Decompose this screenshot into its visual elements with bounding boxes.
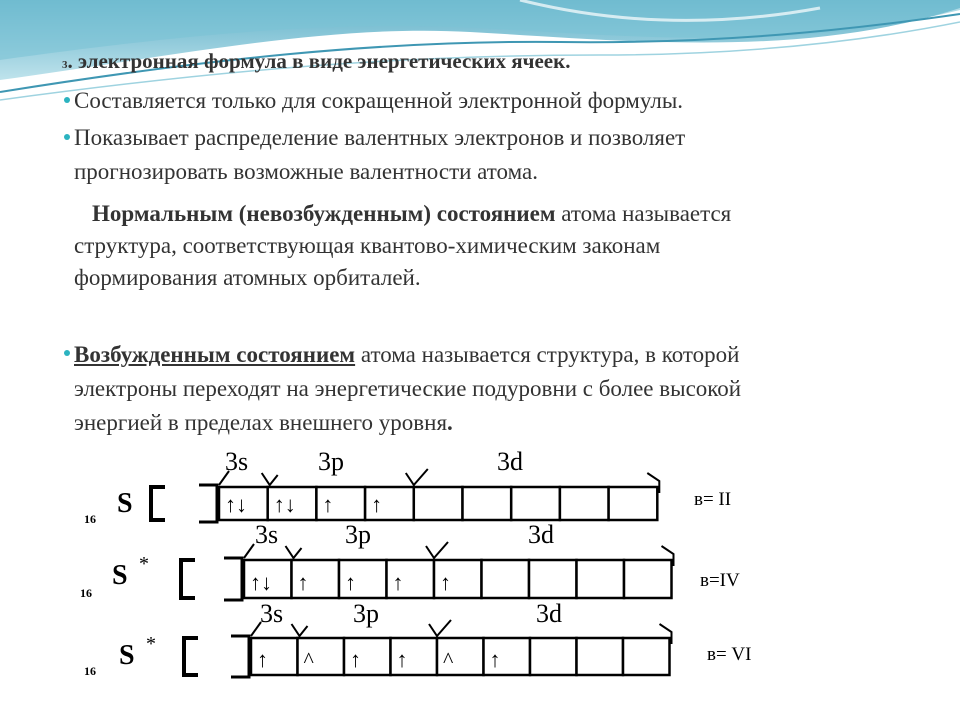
normal-state-paragraph (92, 199, 731, 229)
heading-text: . электронная формула в виде энергетических ячеек. (67, 49, 571, 73)
sublevel-label: 3s (260, 599, 284, 628)
heading (62, 46, 570, 80)
sublevel-label: 3d (536, 599, 562, 628)
excited-star: * (139, 553, 149, 575)
sublevel-tick (406, 469, 428, 485)
bullet-valence-distribution-cont: прогнозировать возможные валентности атома. (74, 159, 538, 184)
electron-arrows: ↑ (396, 647, 408, 672)
normal-state-line3: формирования атомных орбиталей. (74, 265, 421, 290)
sublevel-label: 3p (353, 599, 379, 628)
orbital-cell (577, 560, 625, 598)
orbital-cell (463, 487, 512, 520)
sublevel-tick (292, 624, 308, 636)
sublevel-tick (244, 544, 254, 558)
electron-arrows: ↑↓ (250, 570, 272, 595)
element-symbol: S (119, 640, 135, 671)
element-symbol: S (112, 560, 128, 591)
sublevel-label: 3s (255, 520, 279, 549)
excited-state-rest: атома называется структура, в которой (355, 342, 740, 367)
excited-star: * (146, 633, 156, 655)
sublevel-tick (429, 620, 451, 636)
atomic-number: 16 (84, 512, 96, 526)
level-bracket (181, 560, 195, 598)
orbital-cell (577, 638, 624, 675)
electron-arrows: ↑ (297, 570, 309, 595)
electron-arrows: ↑ (440, 570, 451, 595)
orbital-cell (560, 487, 609, 520)
excited-state-paragraph (74, 340, 739, 370)
level-bracket (151, 487, 165, 520)
bullet-icon (64, 350, 70, 356)
sublevel-tick (426, 542, 448, 558)
electron-arrows: ^ (303, 647, 314, 672)
orbital-cell (624, 560, 672, 598)
sublevel-label: 3d (528, 520, 554, 549)
sublevel-label: 3p (345, 520, 371, 549)
bullet-abbreviated-formula: Составляется только для сокращенной электронной формулы. (74, 88, 684, 113)
electron-arrows: ↑↓ (225, 492, 247, 517)
electron-arrows: ↑ (350, 647, 361, 672)
level-bracket (184, 638, 198, 675)
electron-arrows: ^ (443, 647, 454, 672)
excited-state-line3-dot: . (447, 410, 453, 435)
bullet-valence-distribution: Показывает распределение валентных электронов и позволяет (74, 125, 686, 150)
cells-bracket (224, 558, 242, 600)
sublevel-label: 3d (497, 450, 523, 476)
electron-arrows: ↑ (257, 647, 268, 672)
excited-state-line2: электроны переходят на энергетические подуровни с более высокой (74, 376, 742, 401)
normal-state-rest: атома называется (555, 201, 732, 226)
sublevel-label: 3s (225, 450, 249, 476)
electron-arrows: ↑ (345, 570, 356, 595)
excited-state-line3 (74, 408, 453, 438)
orbital-cell (609, 487, 658, 520)
electron-arrows: ↑ (371, 492, 383, 517)
bullet-icon (64, 134, 70, 140)
sublevel-tick (262, 473, 278, 485)
electron-arrows: ↑ (322, 492, 334, 517)
valence-label: в=IV (700, 570, 740, 591)
sublevel-label: 3p (318, 450, 344, 476)
cells-bracket (231, 636, 249, 677)
cells-bracket (199, 485, 217, 522)
excited-state-line3-text: энергией в пределах внешнего уровня (74, 410, 448, 435)
electron-arrows: ↑ (392, 570, 404, 595)
electron-arrows: ↑ (489, 647, 501, 672)
valence-label: в= VI (707, 644, 752, 665)
excited-state-term: Возбужденным состоянием (74, 342, 356, 367)
orbital-cell (530, 638, 577, 675)
atomic-number: 16 (80, 586, 92, 600)
sublevel-tick (286, 546, 302, 558)
orbital-cell (482, 560, 530, 598)
electron-arrows: ↑↓ (273, 492, 296, 517)
element-symbol: S (117, 488, 133, 519)
atomic-number: 16 (84, 664, 96, 678)
normal-state-term: Нормальным (невозбужденным) состоянием (92, 201, 556, 226)
orbital-cell (414, 487, 463, 520)
heading-number: 3 (62, 59, 68, 71)
orbital-cell (511, 487, 560, 520)
valence-label: в= II (694, 489, 732, 510)
orbital-cells-diagram (50, 450, 802, 720)
orbital-cell (529, 560, 577, 598)
normal-state-line2: структура, соответствующая квантово-химическим законам (74, 233, 661, 258)
bullet-icon (64, 97, 70, 103)
orbital-cell (623, 638, 670, 675)
